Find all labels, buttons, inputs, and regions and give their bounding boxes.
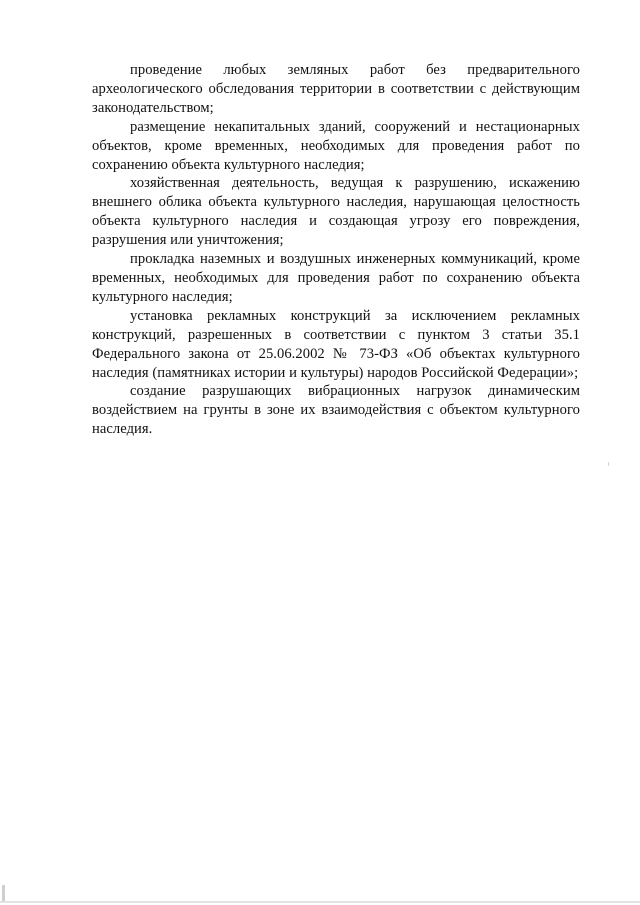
paragraph-earthworks: проведение любых земляных работ без предварительного археологического обследования территории в соответствии с действующим законодательством;: [92, 62, 580, 116]
document-body: [92, 61, 580, 439]
paragraph-vibration-loads: создание разрушающих вибрационных нагрузок динамическим воздействием на грунты в зоне их взаимодействия с объектом культурного наследия.: [92, 383, 580, 438]
paragraph-communications: прокладка наземных и воздушных инженерных коммуникаций, кроме временных, необходимых для проведения работ по сохранению объекта культурного наследия;: [92, 251, 580, 305]
paragraph-temporary-buildings: размещение некапитальных зданий, сооружений и нестационарных объектов, кроме временных, необходимых для проведения работ по сохранению объекта культурного наследия;: [92, 118, 580, 173]
paragraph-economic-activity: хозяйственная деятельность, ведущая к разрушению, искажению внешнего облика объекта культурного наследия, нарушающая целостность объекта культурного наследия и создающая угрозу его повреждения, разрушения или уничтожения;: [92, 175, 580, 249]
scan-artifact-right: [608, 462, 609, 466]
paragraph-advertising: установка рекламных конструкций за исключением рекламных конструкций, разрешенных в соответствии с пунктом 3 статьи 35.1 Федерального закона от 25.06.2002 № 73-ФЗ «Об объектах культурного наследия (памятниках истории и культуры) народов Российской Федерации»;: [92, 307, 580, 381]
scan-edge-bottom: [0, 901, 640, 903]
